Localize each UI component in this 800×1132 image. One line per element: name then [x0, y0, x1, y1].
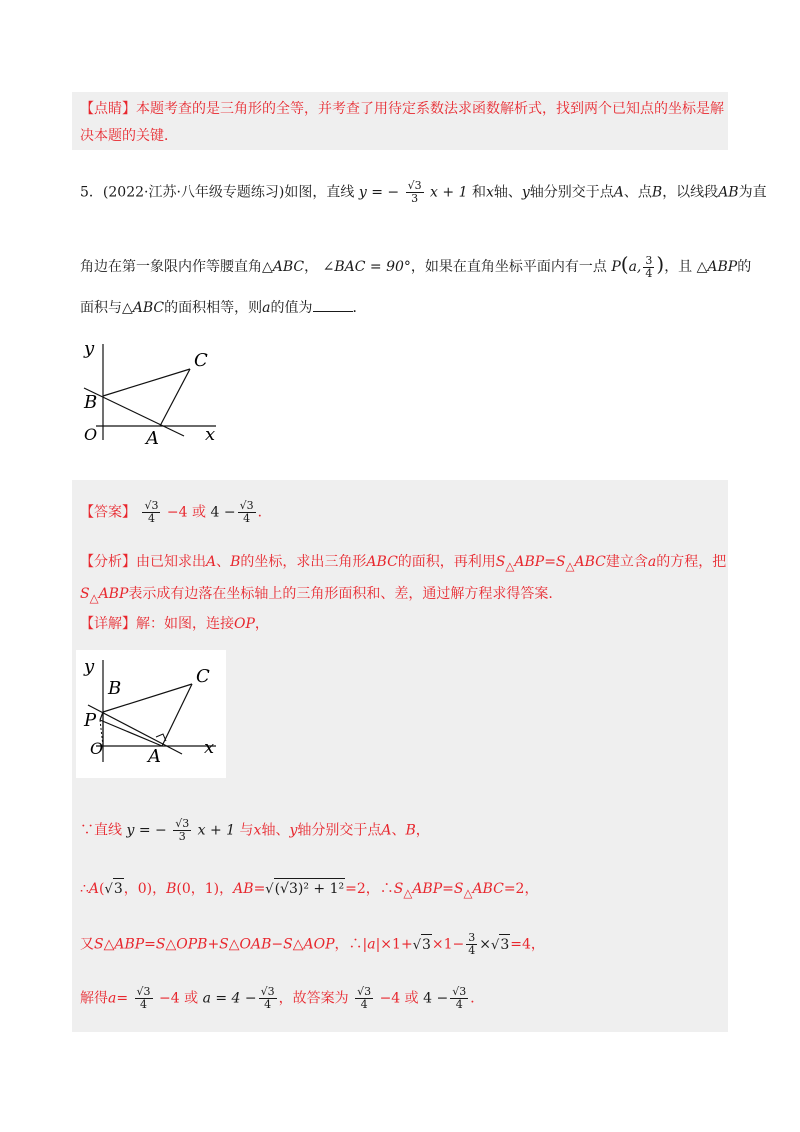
answer-line: [80, 500, 272, 525]
numerator: √3: [136, 985, 151, 998]
fraction: [643, 255, 654, 280]
text: 的坐标，求出三角形: [240, 554, 367, 570]
math: S: [453, 881, 464, 897]
text: ，如果在直角坐标平面内有一点: [410, 259, 607, 275]
math: △: [463, 885, 473, 900]
text: ，以线段: [662, 184, 719, 201]
problem-source: (2022·江苏·八年级专题练习): [102, 184, 285, 201]
text: −4 或: [159, 990, 199, 1007]
numerator: √3: [452, 985, 467, 998]
text: ．: [257, 504, 272, 521]
dianjing-tag: 【点睛】: [80, 101, 136, 117]
text: ×1−: [431, 936, 465, 953]
text: ∴: [80, 881, 89, 897]
math: y: [289, 822, 298, 839]
text: ，0)，: [123, 881, 167, 897]
math: 4 −: [423, 990, 449, 1007]
math: A: [381, 822, 392, 839]
solution-step-2: [80, 878, 538, 903]
math: B: [166, 881, 177, 897]
solution-step-3: [80, 932, 545, 957]
figure-1: [76, 336, 226, 448]
segment-bc: [103, 369, 190, 396]
math: x: [485, 184, 494, 201]
sqrt-sign: √: [412, 937, 421, 953]
analysis-line-1: [80, 552, 726, 576]
text: ．: [352, 300, 367, 316]
text: ∵直线: [80, 822, 122, 839]
answer-blank: [313, 299, 353, 312]
label-x: x: [204, 737, 215, 758]
sqrt-content: 3: [113, 878, 124, 899]
numerator: √3: [260, 985, 275, 998]
math: S△ABP=S△OPB+S△OAB−S△AOP: [94, 936, 335, 953]
label-y: y: [84, 338, 95, 359]
text: 和: [471, 184, 486, 201]
math: △ABC: [262, 259, 305, 275]
math: S: [555, 554, 566, 570]
math: ×: [479, 936, 492, 953]
fraction: [142, 500, 160, 525]
math: △ABP: [696, 259, 738, 275]
text: 表示成有边落在坐标轴上的三角形面积和、差，通过解方程求得答案.: [128, 586, 553, 602]
text: 如图，直线: [284, 184, 355, 201]
text: 解得: [80, 990, 108, 1007]
math: ABC: [366, 554, 398, 570]
label-a: A: [146, 428, 159, 448]
denominator: 4: [360, 998, 368, 1011]
text: 建立含: [605, 554, 648, 570]
math: = −: [371, 184, 400, 201]
math: △: [505, 558, 515, 573]
text: 又: [80, 936, 94, 953]
text: 由已知求出: [136, 554, 206, 570]
problem-line-1: [80, 180, 767, 205]
label-b: B: [108, 678, 122, 699]
math: AB: [718, 184, 739, 201]
text: ，: [304, 259, 319, 275]
text: ，故答案为: [278, 990, 349, 1007]
math: ∠BAC = 90°: [322, 259, 411, 275]
text: (: [99, 881, 105, 897]
sqrt-content: (√3)² + 1²: [274, 878, 346, 899]
math: A: [88, 881, 100, 897]
fraction: [135, 986, 153, 1011]
detail-line: [80, 614, 269, 634]
text: 的值为: [270, 300, 313, 316]
denominator: 4: [468, 944, 476, 957]
math: ABC: [574, 554, 606, 570]
text: 与: [239, 822, 254, 839]
math: S: [393, 881, 404, 897]
numerator: 3: [468, 931, 476, 944]
fraction: [259, 986, 277, 1011]
text: 、: [216, 554, 231, 570]
fraction: [406, 180, 424, 205]
text: 解：如图，连接: [136, 616, 234, 632]
text: =4，: [510, 936, 545, 953]
text: 的: [737, 259, 752, 275]
label-x: x: [205, 424, 216, 445]
denominator: 4: [455, 998, 463, 1011]
math: x + 1: [197, 822, 236, 839]
paren: (: [620, 252, 629, 276]
text: =: [116, 990, 129, 1007]
numerator: √3: [175, 817, 190, 830]
label-o: O: [90, 739, 104, 758]
sqrt-content: 3: [499, 934, 510, 955]
math: A: [206, 554, 217, 570]
fraction: [466, 932, 477, 957]
text: 的面积相等，则: [164, 300, 263, 316]
text: =: [442, 881, 454, 897]
text: 的面积，再利用: [397, 554, 496, 570]
fraction: [173, 818, 191, 843]
label-b: B: [84, 392, 98, 413]
sqrt-content: 3: [421, 934, 432, 955]
text: 为直: [738, 184, 767, 201]
text: ，: [254, 616, 269, 632]
math: OP: [234, 616, 255, 632]
numerator: √3: [407, 179, 422, 192]
math: B: [651, 184, 663, 201]
problem-number: 5．: [80, 184, 103, 201]
text: 轴、: [493, 184, 522, 201]
math: 4 −: [210, 504, 236, 521]
math: △ABC: [122, 300, 165, 316]
dianjing-line-1: [80, 99, 724, 119]
text: =: [253, 881, 266, 897]
label-y: y: [84, 656, 95, 677]
denominator: 4: [264, 998, 272, 1011]
math: ABP: [98, 586, 129, 602]
fraction: [355, 986, 373, 1011]
math: AB: [233, 881, 254, 897]
math: ABC: [472, 881, 504, 897]
label-c: C: [196, 666, 210, 687]
dianjing-line-2: [80, 126, 178, 146]
text: =2，∴: [345, 881, 394, 897]
denominator: 3: [178, 830, 186, 843]
denominator: 4: [645, 266, 653, 280]
label-p: P: [84, 710, 97, 731]
text: 角边在第一象限内作等腰直角: [80, 259, 262, 275]
answer-tag: 【答案】: [80, 504, 136, 521]
denominator: 4: [140, 998, 148, 1011]
line-ab: [84, 388, 184, 436]
numerator: 3: [645, 253, 653, 267]
math: △: [565, 558, 575, 573]
math: a: [262, 300, 271, 316]
analysis-line-2: [80, 584, 553, 608]
math: a: [647, 554, 657, 570]
text: 、点: [623, 184, 652, 201]
text: −4 或: [166, 504, 207, 521]
denominator: 4: [147, 512, 155, 525]
dianjing-text-2: 决本题的关键．: [80, 128, 178, 144]
math: ABP: [412, 881, 443, 897]
math: S: [495, 554, 506, 570]
math: x + 1: [430, 184, 468, 201]
math: B: [405, 822, 416, 839]
text: 轴、: [261, 822, 290, 839]
solution-step-4: [80, 986, 484, 1011]
text: 的方程，把: [656, 554, 727, 570]
sqrt-sign: √: [265, 882, 274, 897]
text: ，: [415, 822, 430, 839]
math: a: [108, 990, 117, 1007]
numerator: √3: [144, 499, 159, 512]
paren: ): [656, 252, 665, 276]
math: ABP: [514, 554, 545, 570]
dianjing-text-1: 本题考查的是三角形的全等，并考查了用待定系数法求函数解析式，找到两个已知点的坐标是解: [136, 101, 724, 117]
text: 轴分别交于点: [529, 184, 614, 201]
math: a = 4 −: [202, 990, 257, 1007]
text: −4 或: [379, 990, 419, 1007]
math: S: [80, 586, 90, 602]
detail-tag: 【详解】: [80, 616, 136, 632]
math: =: [544, 554, 556, 570]
text: 、: [391, 822, 406, 839]
math: a,: [628, 259, 642, 275]
text: 轴分别交于点: [297, 822, 382, 839]
segment-ca: [160, 369, 190, 426]
solution-step-1: [80, 818, 430, 843]
math: x: [253, 822, 262, 839]
fraction: [450, 986, 468, 1011]
label-a: A: [148, 746, 161, 767]
numerator: √3: [357, 985, 372, 998]
fraction: [238, 500, 256, 525]
label-o: O: [84, 425, 98, 444]
text: =2，: [503, 881, 539, 897]
text: ．: [470, 990, 485, 1007]
math: A: [613, 184, 624, 201]
math: y: [358, 184, 367, 201]
sqrt-sign: √: [491, 937, 500, 953]
math: △: [403, 885, 413, 900]
math: a: [367, 936, 376, 953]
sqrt-sign: √: [104, 882, 113, 897]
text: |×1+: [375, 936, 413, 953]
math: B: [230, 554, 241, 570]
problem-line-2: [80, 254, 751, 280]
text: ，且: [664, 259, 693, 275]
math: △: [89, 590, 99, 605]
math: P: [611, 259, 621, 275]
text: (0，1)，: [176, 881, 234, 897]
denominator: 3: [411, 192, 419, 205]
denominator: 4: [243, 512, 251, 525]
text: 面积与: [80, 300, 122, 316]
analysis-tag: 【分析】: [80, 554, 136, 570]
figure-2: [76, 650, 226, 778]
problem-line-3: [80, 298, 367, 318]
numerator: √3: [239, 499, 254, 512]
math: y = −: [126, 822, 167, 839]
math: y: [521, 184, 530, 201]
label-c: C: [194, 350, 208, 371]
text: ，∴|: [334, 936, 368, 953]
